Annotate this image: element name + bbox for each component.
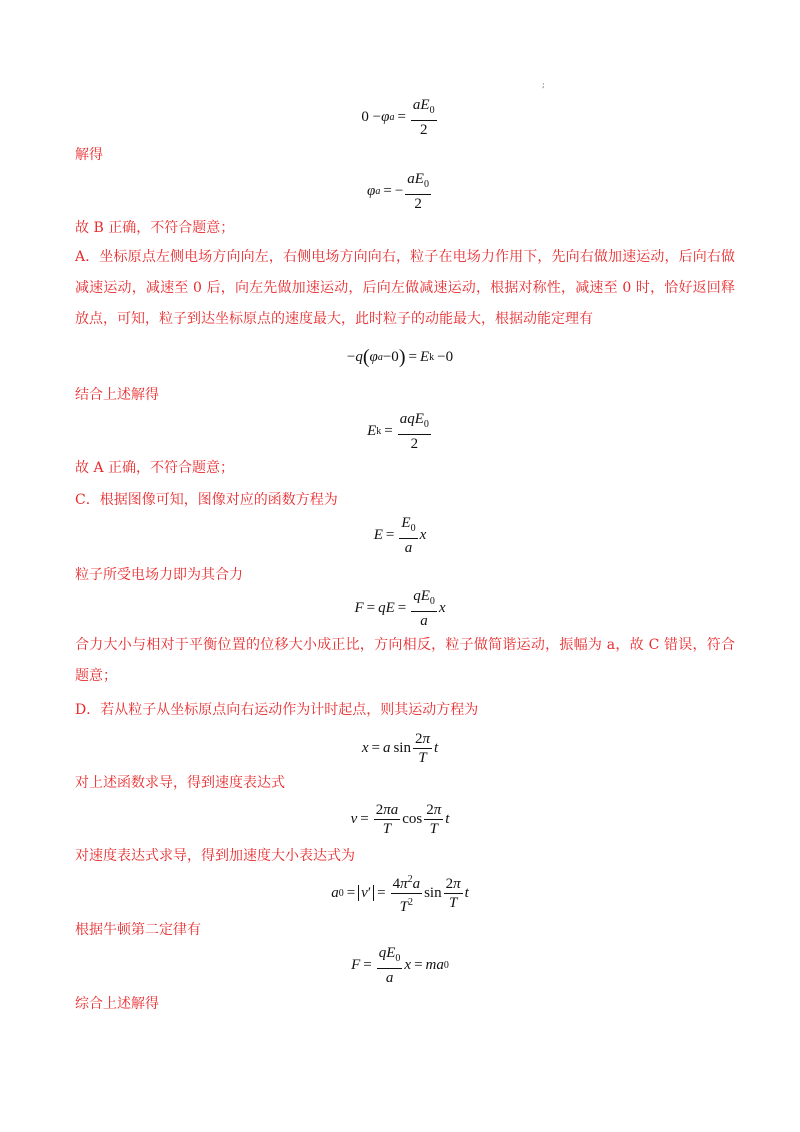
equation-10: F = $\frac{qE_0}{a}$ x = ma 0: [351, 944, 449, 986]
text-derivative-a: 对速度表达式求导，得到加速度大小表达式为: [75, 848, 355, 864]
equation-1: 0 − φ a = $\frac{aE_0}{2}$: [361, 96, 435, 138]
equation-3: − q ( φ a −0 ) = E k −0: [346, 346, 454, 368]
text-option-a: A．坐标原点左侧电场方向向左，右侧电场方向向右，粒子在电场力作用下，先向右做加速运动，后向右做减速运动，减速至 0 后，向左先做加速运动，后向左做减速运动，根据对称性，减速至 0 时，恰好返回释放点，可知，粒子到达坐标原点的速度最大，此时粒子的动能最大，根据动能定理有: [75, 249, 735, 327]
text-b-correct: 故 B 正确，不符合题意；: [75, 220, 235, 236]
equation-2: φ a = − $\frac{aE_0}{2}$: [367, 170, 429, 212]
text-solve-1: 解得: [75, 147, 103, 163]
text-option-d: D．若从粒子从坐标原点向右运动作为计时起点，则其运动方程为: [75, 702, 479, 718]
text-newton: 根据牛顿第二定律有: [75, 922, 201, 938]
text-a-correct: 故 A 正确，不符合题意；: [75, 460, 235, 476]
equation-8: v = $\frac{2\pi a}{T}$ cos $\frac{2\pi}{T}$ t: [350, 801, 450, 837]
equation-6: F = qE = $\frac{qE_0}{a}$ x: [354, 587, 446, 629]
text-derivative-v: 对上述函数求导，得到速度表达式: [75, 775, 285, 791]
text-force: 粒子所受电场力即为其合力: [75, 567, 243, 583]
text-option-c: C．根据图像可知，图像对应的函数方程为: [75, 492, 338, 508]
text-c-wrong: 合力大小与相对于平衡位置的位移大小成正比，方向相反，粒子做简谐运动，振幅为 a，故 C 错误，符合题意；: [75, 637, 735, 684]
equation-4: E k = $\frac{aqE_0}{2}$: [367, 410, 429, 452]
equation-7: x = a sin $\frac{2\pi}{T}$ t: [361, 730, 439, 766]
equation-9: a 0 = v′ = $\frac{4\pi^2a}{T^2}$ sin $\frac{2\pi}{T}$ t: [331, 873, 469, 915]
text-combine-2: 综合上述解得: [75, 996, 159, 1012]
equation-5: E = $\frac{E_0}{a}$ x: [373, 514, 427, 556]
text-combine-1: 结合上述解得: [75, 387, 159, 403]
page-mark: ;: [542, 80, 545, 89]
